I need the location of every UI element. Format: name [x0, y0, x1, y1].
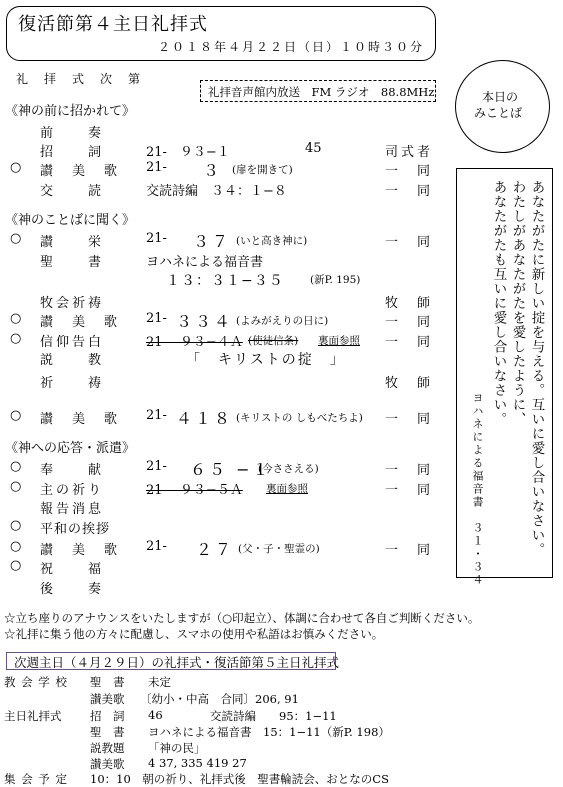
section-heading	[0, 209, 450, 227]
row-value: 「神の民」	[148, 741, 206, 755]
next-row	[0, 740, 560, 756]
hymn-title: (今ささえる)	[258, 463, 319, 475]
verse-reference: ヨハネによる福音書 ３１・３４	[471, 392, 484, 587]
order-heading: 礼 拝 式 次 第	[16, 72, 143, 86]
item-name: 平和の挨拶	[40, 522, 111, 537]
item-extra: 45	[305, 141, 322, 156]
item-person: 牧 師	[385, 296, 434, 311]
item-name: 讃 栄	[40, 235, 105, 250]
item-person: 一 同	[385, 412, 434, 427]
stand-mark: ○	[10, 558, 22, 573]
item-number: 21- ９３−１	[146, 145, 230, 160]
item-name: 讃 美 歌	[40, 543, 121, 558]
item-number: 21-	[146, 539, 167, 554]
order-row	[0, 231, 450, 249]
item-person: 一 同	[385, 235, 434, 250]
hymn-number: ３３４	[176, 312, 234, 331]
row-key: 讃美歌	[90, 757, 125, 771]
stand-mark: ○	[10, 518, 22, 533]
item-number: 21- ９３−４Ａ	[146, 335, 243, 350]
order-row	[0, 408, 450, 426]
verse-line-1: あなたがたに新しい掟を与える。互いに愛し合いなさい。	[528, 180, 545, 557]
item-name: 讃 美 歌	[40, 315, 121, 330]
order-row	[0, 251, 450, 269]
row-key: 聖 書	[90, 675, 125, 689]
order-row	[0, 122, 450, 140]
order-row	[0, 518, 450, 536]
row-value: ヨハネによる福音書 15：1−11（新P. 198）	[148, 725, 390, 739]
order-row	[0, 160, 450, 178]
order-row	[0, 331, 450, 349]
next-row	[0, 674, 560, 690]
hymn-number: ３７	[193, 232, 232, 251]
section-heading	[0, 100, 450, 118]
row-label: 教 会 学 校	[4, 675, 68, 689]
creed-title: (使徒信条)	[248, 335, 299, 347]
order-row	[0, 270, 450, 288]
item-name: 信仰告白	[40, 335, 105, 350]
service-date: ２０１８年４月２２日（日）１０時３０分	[158, 40, 425, 54]
page-title: 復活節第４主日礼拝式	[18, 14, 208, 35]
stand-mark: ○	[10, 459, 22, 474]
item-person: 一 同	[385, 184, 434, 199]
today-word-line1: 本日の	[482, 90, 519, 104]
verse-line-3: あなたがたも互いに愛し合いなさい。	[490, 180, 507, 427]
item-name: 讃 美 歌	[40, 164, 121, 179]
item-person: 一 同	[385, 463, 434, 478]
item-person: 一 同	[385, 164, 434, 179]
row-value: 4 37, 335 419 27	[148, 756, 247, 770]
item-name: 前 奏	[40, 126, 105, 141]
note-line: ☆礼拝に集う他の方々に配慮し、スマホの使用や私語はお慎みください。	[4, 627, 384, 641]
row-key: 説教題	[90, 741, 125, 755]
hymn-title: (父・子・聖霊の)	[238, 543, 320, 555]
hymn-title: (キリストの しもべたちよ)	[236, 412, 363, 424]
row-value: 交読詩編 95：1−11	[210, 709, 337, 723]
row-label: 主日礼拝式	[4, 709, 62, 723]
order-row	[0, 578, 450, 596]
sermon-title: 「 キリストの掟 」	[186, 352, 346, 368]
item-number: 21- ９３−５Ａ	[146, 483, 243, 498]
hymn-number: ３	[203, 161, 223, 180]
item-number: 交読詩編 ３４：１−８	[146, 184, 287, 199]
row-key: 讃美歌	[90, 692, 125, 706]
order-row	[0, 141, 450, 159]
row-value: 〔幼小・中高 合同〕206, 91	[140, 692, 299, 706]
order-row	[0, 479, 450, 497]
item-name: 奉 献	[40, 463, 105, 478]
item-person: 一 同	[385, 315, 434, 330]
item-person: 牧 師	[385, 376, 434, 391]
order-row	[0, 459, 450, 477]
item-number: 21-	[146, 311, 167, 326]
order-row	[0, 311, 450, 329]
item-name: 聖 書	[40, 255, 105, 270]
bible-book: ヨハネによる福音書	[146, 255, 264, 270]
item-name: 牧会祈祷	[40, 296, 105, 311]
order-row	[0, 349, 450, 367]
item-name: 讃 美 歌	[40, 412, 121, 427]
bible-page: (新P. 195)	[310, 274, 361, 286]
next-row	[0, 756, 560, 772]
order-row	[0, 498, 450, 516]
broadcast-info: 礼拝音声館内放送 FM ラジオ 88.8MHz	[208, 85, 435, 99]
section-title: 《神のことばに聞く》	[5, 213, 136, 228]
note-line: ☆立ち座りのアナウンスをいたしますが（○印起立）、体調に合わせて各自ご判断ください。	[4, 611, 480, 625]
order-row	[0, 180, 450, 198]
verse-line-2: わたしがあなたがたを愛したように、	[509, 180, 526, 427]
item-person: 一 同	[385, 543, 434, 558]
stand-mark: ○	[10, 539, 22, 554]
hymn-title: (よみがえりの日に)	[236, 315, 329, 327]
next-week-title: 次週主日（４月２９日）の礼拝式・復活節第５主日礼拝式	[14, 655, 340, 670]
today-word-line2: みことば	[474, 106, 523, 120]
hymn-title: (扉を開きて)	[232, 164, 293, 176]
item-name: 招 詞	[40, 145, 105, 160]
row-value: 46	[148, 708, 163, 722]
item-name: 祝 福	[40, 562, 105, 577]
item-name: 説 教	[40, 353, 105, 368]
see-back-note: 裏面参照	[318, 335, 360, 347]
order-row	[0, 372, 450, 390]
order-row	[0, 539, 450, 557]
section-title: 《神への応答・派遣》	[5, 441, 136, 456]
notes	[4, 610, 479, 642]
hymn-number: ４１８	[176, 409, 234, 428]
item-name: 報告消息	[40, 502, 105, 517]
stand-mark: ○	[10, 311, 22, 326]
stand-mark: ○	[10, 160, 22, 175]
item-number: 21-	[146, 231, 167, 246]
item-name: 祈 祷	[40, 376, 105, 391]
row-key: 招 詞	[90, 709, 125, 723]
next-row	[0, 691, 560, 707]
hymn-number: ２７	[196, 540, 235, 559]
stand-mark: ○	[10, 408, 22, 423]
row-label: 集 会 予 定	[4, 772, 68, 786]
hymn-number: ６５ −１	[190, 460, 272, 479]
item-name: 後 奏	[40, 582, 105, 597]
see-back-note: 裏面参照	[266, 483, 308, 495]
item-number: 21-	[146, 160, 167, 175]
row-value: 未定	[148, 675, 171, 689]
stand-mark: ○	[10, 331, 22, 346]
item-number: 21-	[146, 408, 167, 423]
stand-mark: ○	[10, 231, 22, 246]
section-title: 《神の前に招かれて》	[5, 104, 136, 119]
order-row	[0, 558, 450, 576]
item-name: 主の祈り	[40, 483, 105, 498]
item-name: 交 読	[40, 184, 105, 199]
item-person: 一 同	[385, 335, 434, 350]
next-row	[0, 724, 560, 740]
row-key: 聖 書	[90, 725, 125, 739]
item-number: 21-	[146, 459, 167, 474]
section-heading	[0, 437, 450, 455]
stand-mark: ○	[10, 479, 22, 494]
next-row	[0, 708, 560, 724]
bible-reference: １３：３１−３５	[166, 273, 284, 289]
next-row	[0, 771, 560, 787]
order-row	[0, 292, 450, 310]
row-value: 10：10 朝の祈り、礼拝式後 聖書輪読会、おとなのCS	[90, 772, 389, 786]
hymn-title: (いと高き神に)	[236, 235, 308, 247]
item-person: 一 同	[385, 483, 434, 498]
item-person: 司式者	[385, 145, 434, 160]
